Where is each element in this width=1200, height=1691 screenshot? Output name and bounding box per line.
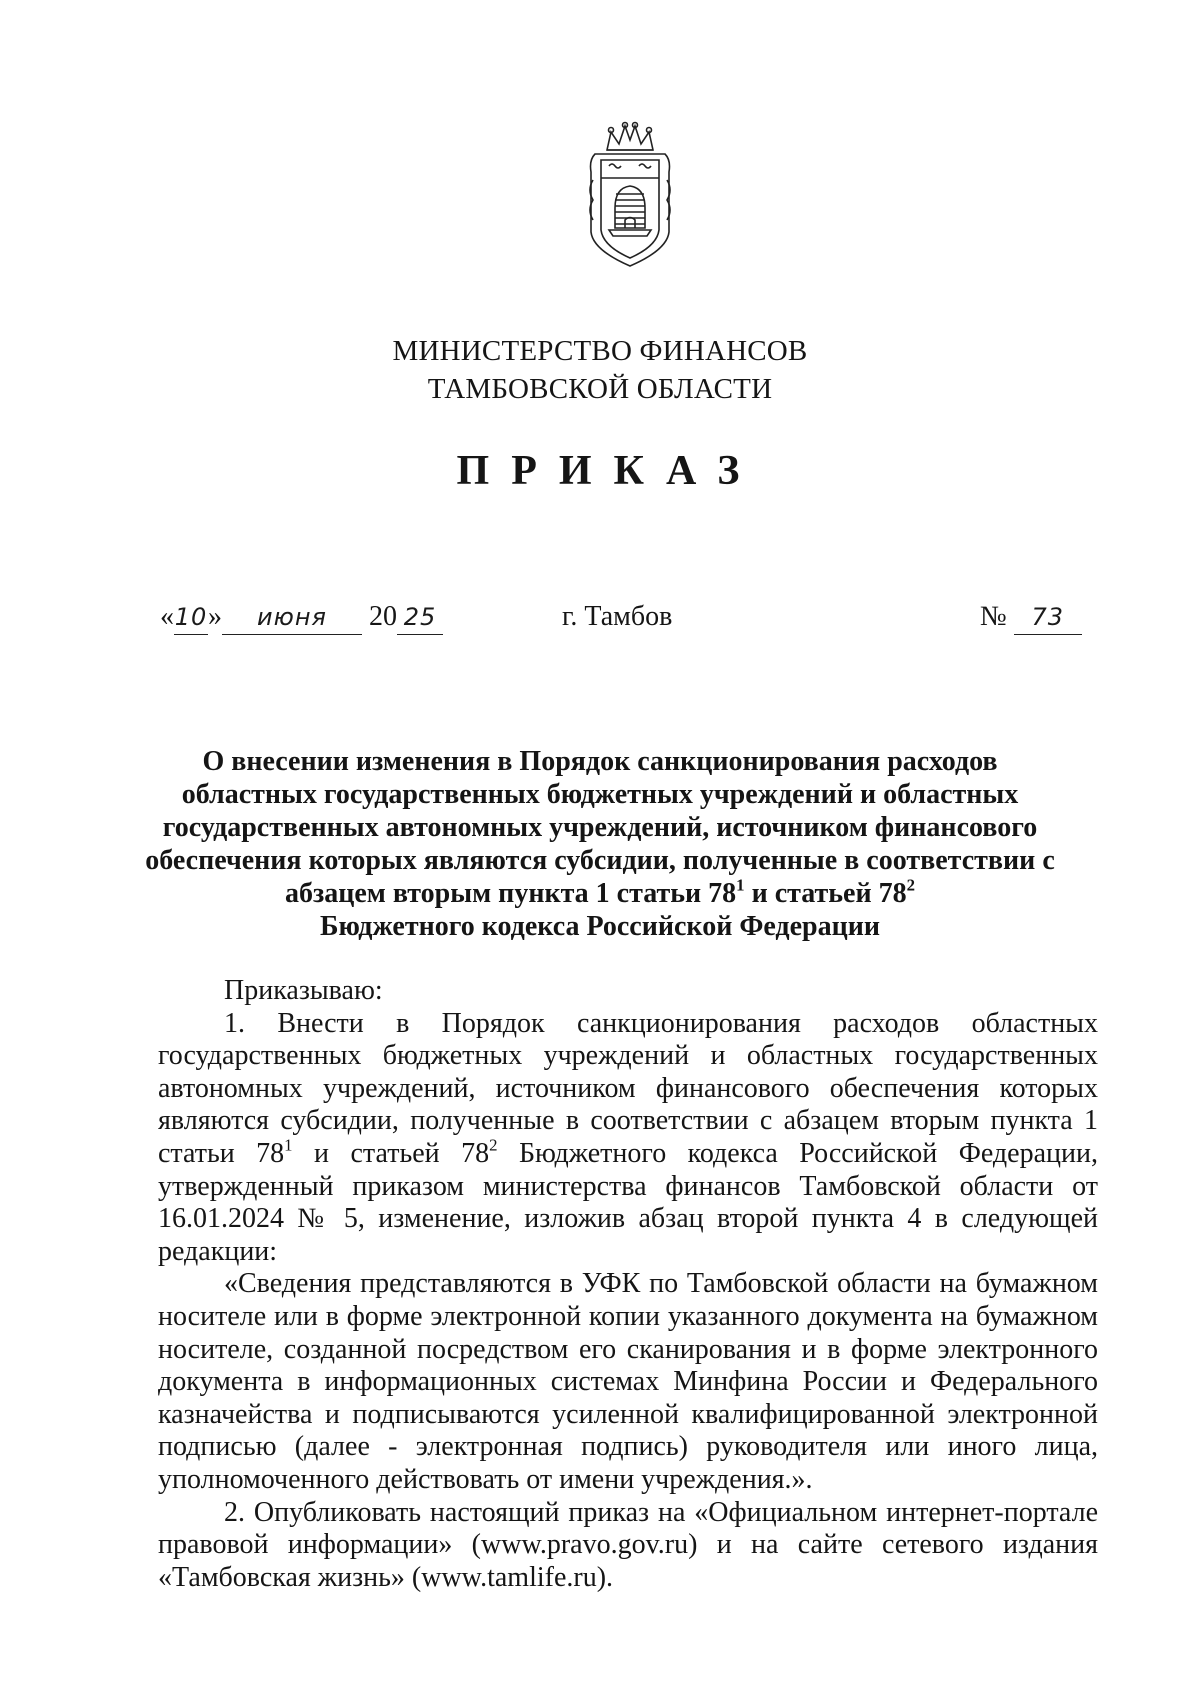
superscript: 2 [906,875,916,895]
document-type-title: ПРИКАЗ [456,448,762,494]
heading-line: обеспечения которых являются субсидии, полученные в соответствии с [145,845,1055,876]
city: г. Тамбов [562,601,673,632]
heading-line [0,877,1200,910]
superscript: 1 [284,1135,293,1155]
superscript: 1 [736,875,745,895]
heading-text: абзацем вторым пункта 1 статьи 78 [284,878,737,909]
order-heading [0,745,1200,943]
ministry-name-line2: ТАМБОВСКОЙ ОБЛАСТИ [427,373,773,405]
superscript: 2 [489,1135,498,1155]
coat-of-arms-emblem [575,120,685,270]
quoted-amendment: «Сведения представляются в УФК по Тамбовской области на бумажном носителе или в форме электронной копии указанного документа на бумажном носителе, созданной посредством его сканирования и в форме электронного документа в информационных системах Минфина России и Федерального казначейства и подписываются усиленной квалифицированной электронной подписью (далее - электронная подпись) руководителя или иного лица, уполномоченного действовать от имени учреждения.». [158,1268,1098,1495]
heading-line: областных государственных бюджетных учреждений и областных [181,779,1019,810]
order-number [980,600,1082,635]
date-month: июня [222,600,362,635]
date-close-quote: » [208,601,222,632]
date-open-quote: « [160,601,174,632]
number-sign: № [980,601,1007,632]
heading-text: и статьей 78 [744,878,907,909]
heading-line: О внесении изменения в Порядок санкционирования расходов [202,746,998,777]
paragraph-1 [158,1008,1098,1269]
ministry-name-line1: МИНИСТЕРСТВО ФИНАНСОВ [392,335,808,367]
order-word: Приказываю: [224,975,383,1006]
paragraph-text: 1. Внести в Порядок санкционирования расходов областных государственных бюджетных учреждений и областных государственных автономных учреждений, источником финансового обеспечения которых являются субсидии, полученные в соответствии с абзацем вторым пункта 1 статьи 78 [158,1007,1098,1169]
heading-line: Бюджетного кодекса Российской Федерации [319,911,880,942]
heading-line: государственных автономных учреждений, источником финансового [162,812,1038,843]
order-body [158,975,1098,1594]
date-year-suffix: 25 [397,600,443,635]
paragraph-text: и статьей 78 [292,1137,490,1169]
number-value: 73 [1014,600,1082,635]
date-year-prefix: 20 [369,601,397,632]
paragraph-text: Бюджетного кодекса Российской Федерации, утвержденный приказом министерства финансов Тамбовской области от 16.01.2024 № 5, изменение, изложив абзац второй пункта 4 в следующей редакции: [158,1137,1098,1267]
date-day: 10 [174,600,208,635]
paragraph-2: 2. Опубликовать настоящий приказ на «Официальном интернет-портале правовой информации» (www.pravo.gov.ru) и на сайте сетевого издания «Тамбовская жизнь» (www.tamlife.ru). [158,1496,1098,1593]
coat-of-arms-icon [575,120,685,270]
order-date [160,600,443,635]
